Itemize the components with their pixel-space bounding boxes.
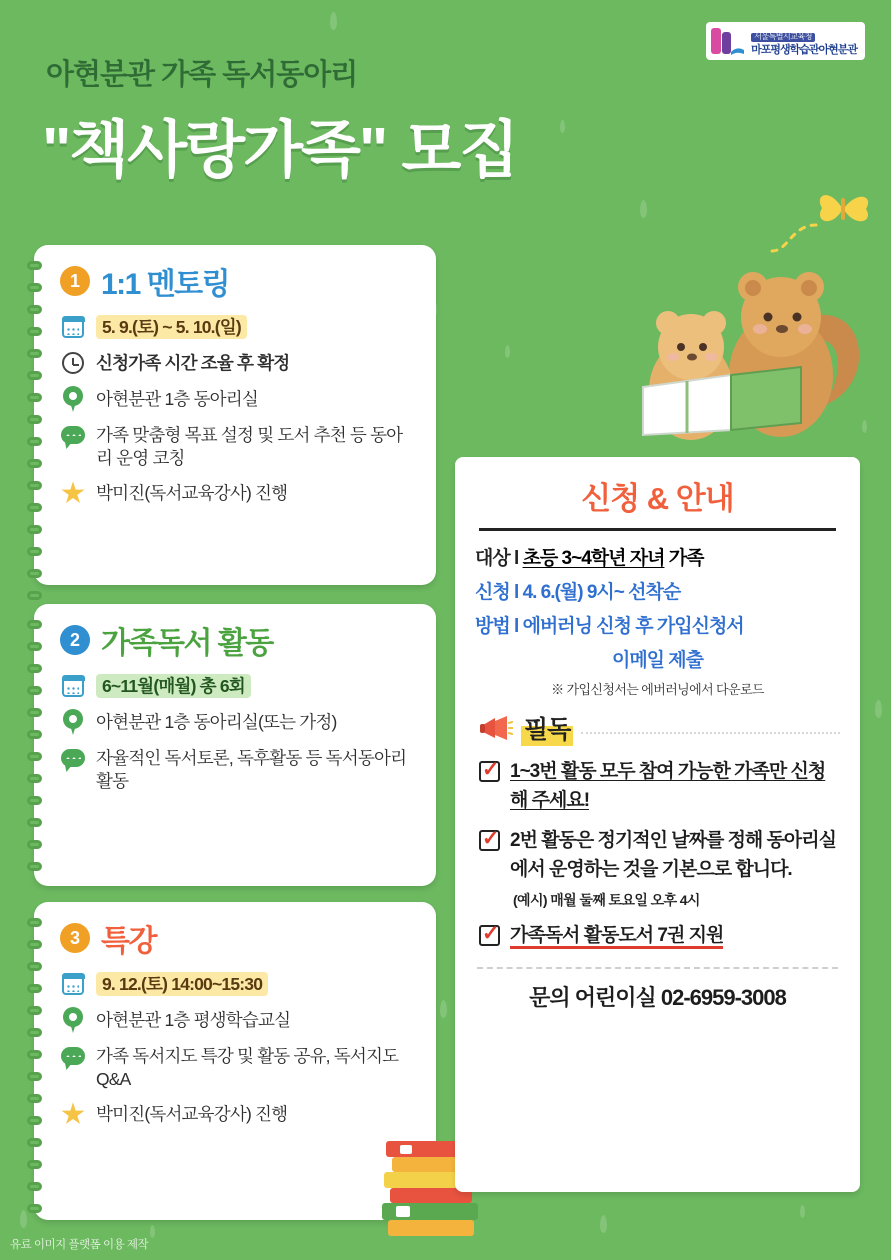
chat-bubble-icon [60, 745, 86, 771]
card-special-lecture [34, 902, 436, 1220]
dotted-rule [581, 732, 840, 734]
decor-speckle [505, 345, 510, 358]
check-box-icon [479, 925, 500, 946]
card1-instructor-text: 박미진(독서교육강사) 진행 [96, 483, 288, 504]
card2-row-place [34, 704, 436, 740]
panel-title: 신청 & 안내 [581, 481, 734, 516]
check-item-2-example: (예시) 매월 둘째 토요일 오후 4시 [513, 892, 700, 908]
squirrels-reading-illustration [613, 255, 875, 445]
info-method-cont: 이메일 제출 [611, 650, 704, 671]
check-item-1: ✓ 1~3번 활동 모두 참여 가능한 가족만 신청해 주세요! [479, 758, 840, 815]
location-pin-icon [60, 1007, 86, 1033]
card-number-2: 2 [60, 625, 90, 655]
card1-date-text: 5. 9.(토) ~ 5. 10.(일) [96, 315, 247, 339]
footnote: 유료 이미지 플랫폼 이용 제작 [10, 1239, 149, 1251]
card3-desc-text: 가족 독서지도 특강 및 활동 공유, 독서지도 Q&A [96, 1046, 399, 1090]
decor-speckle [560, 120, 565, 133]
calendar-icon [60, 971, 86, 997]
card3-instructor-text: 박미진(독서교육강사) 진행 [96, 1104, 288, 1125]
card1-row-date [34, 309, 436, 345]
poster-title: "책사랑가족" 모집 [42, 116, 518, 185]
card3-row-desc [34, 1038, 436, 1096]
card2-desc-text: 자율적인 독서토론, 독후활동 등 독서동아리 활동 [96, 748, 407, 792]
calendar-icon [60, 314, 86, 340]
decor-speckle [440, 1000, 447, 1018]
star-icon [60, 480, 86, 506]
chat-bubble-icon [60, 1043, 86, 1069]
decor-speckle [150, 1225, 155, 1238]
info-method: 방법 l 에버러닝 신청 후 가입신청서 [475, 616, 744, 637]
card3-row-instructor [34, 1096, 436, 1132]
card-number-3: 3 [60, 923, 90, 953]
must-read-row [479, 710, 840, 746]
contact-info: 문의 어린이실 02-6959-3008 [529, 984, 786, 1010]
card-title-2: 가족독서 활동 [101, 627, 273, 660]
logo-mark-icon [711, 26, 745, 56]
card1-row-instructor [34, 475, 436, 511]
clock-icon [60, 350, 86, 376]
card1-row-desc [34, 417, 436, 475]
card-number-1: 1 [60, 266, 90, 296]
application-info-panel [455, 457, 860, 1192]
card3-row-date [34, 966, 436, 1002]
logo-line2: 마포평생학습관아현분관 [751, 43, 857, 56]
spiral-binding [27, 261, 43, 569]
megaphone-icon [479, 713, 513, 743]
check-box-icon [479, 830, 500, 851]
decor-speckle [875, 700, 882, 718]
card-mentoring [34, 245, 436, 585]
location-pin-icon [60, 709, 86, 735]
card3-place-text: 아현분관 1층 평생학습교실 [96, 1010, 291, 1030]
dashed-divider [477, 967, 838, 969]
card1-row-time [34, 345, 436, 381]
decor-speckle [800, 1205, 805, 1218]
card2-row-date [34, 668, 436, 704]
panel-divider [479, 528, 836, 531]
card-family-reading [34, 604, 436, 886]
info-target: 대상 l 초등 3~4학년 자녀 가족 [475, 548, 704, 569]
card1-desc-text: 가족 맞춤형 목표 설정 및 도서 추천 등 동아리 운영 코칭 [96, 425, 403, 469]
info-apply: 신청 l 4. 6.(월) 9시~ 선착순 [475, 582, 681, 603]
card2-row-desc [34, 740, 436, 798]
card1-place-text: 아현분관 1층 동아리실 [96, 389, 259, 409]
card1-row-place [34, 381, 436, 417]
star-icon [60, 1101, 86, 1127]
decor-speckle [330, 12, 337, 30]
chat-bubble-icon [60, 422, 86, 448]
decor-speckle [600, 1215, 607, 1233]
poster-subtitle: 아현분관 가족 독서동아리 [46, 59, 358, 91]
card-title-3: 특강 [101, 925, 156, 958]
card3-row-place [34, 1002, 436, 1038]
check-box-icon [479, 761, 500, 782]
card2-place-text: 아현분관 1층 동아리실(또는 가정) [96, 712, 337, 732]
check-item-3: ✓ 가족독서 활동도서 7권 지원 [479, 922, 840, 951]
panel-note: ※ 가입신청서는 에버러닝에서 다운로드 [551, 682, 764, 697]
check-item-2: ✓ 2번 활동은 정기적인 날짜를 정해 동아리실에서 운영하는 것을 기본으로 합니다. [479, 827, 840, 884]
calendar-icon [60, 673, 86, 699]
must-read-label: 필독 [521, 710, 573, 746]
card2-date-text: 6~11월(매월) 총 6회 [96, 674, 251, 698]
card1-time-text: 신청가족 시간 조율 후 확정 [96, 353, 290, 373]
location-pin-icon [60, 386, 86, 412]
spiral-binding [27, 918, 43, 1204]
butterfly-trail-icon [770, 215, 830, 255]
decor-speckle [640, 200, 647, 218]
decor-speckle [20, 1210, 27, 1228]
library-logo [706, 22, 865, 60]
card3-date-text: 9. 12.(토) 14:00~15:30 [96, 972, 268, 996]
card-title-1: 1:1 멘토링 [101, 268, 230, 301]
logo-line1: 서울특별시교육청 [751, 33, 815, 42]
spiral-binding [27, 620, 43, 870]
